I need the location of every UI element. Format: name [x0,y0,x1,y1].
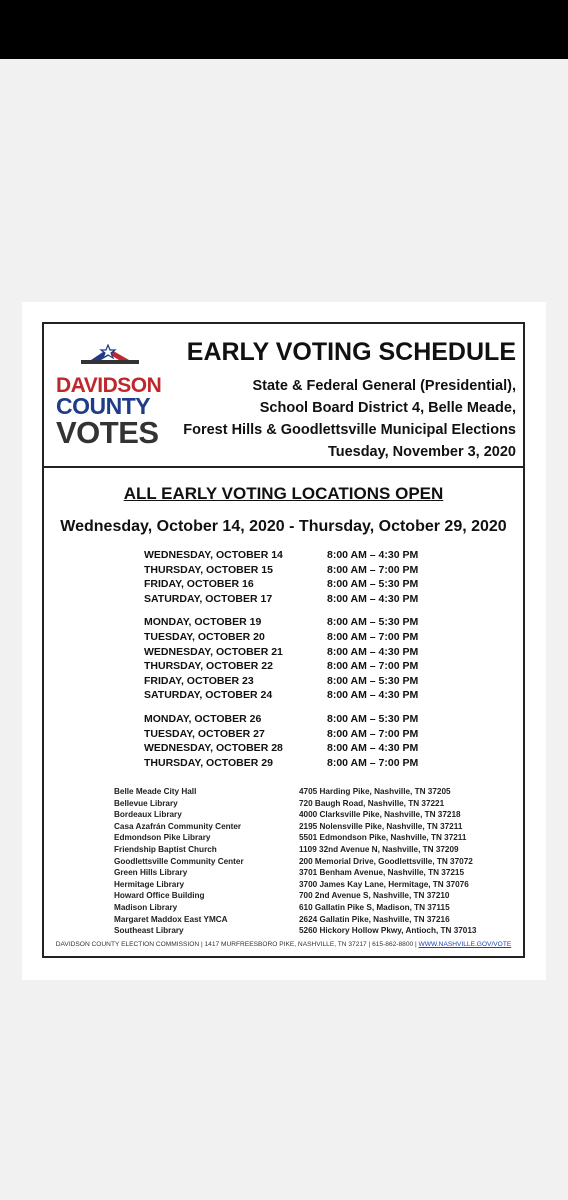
location-address: 2195 Nolensville Pike, Nashville, TN 37211 [299,821,463,831]
location-name: Madison Library [114,902,178,912]
location-name: Hermitage Library [114,879,185,889]
schedule-hours: 8:00 AM – 5:30 PM [327,674,419,687]
schedule-list [144,549,464,771]
location-row [114,787,514,799]
location-row [114,799,514,811]
location-row [114,868,514,880]
location-name: Southeast Library [114,926,184,936]
location-row [114,891,514,903]
location-name: Green Hills Library [114,868,188,878]
election-subtitle-line-1: State & Federal General (Presidential), [252,378,516,394]
location-address: 2624 Gallatin Pike, Nashville, TN 37216 [299,914,450,924]
logo-text-davidson: DAVIDSON [56,374,162,397]
schedule-hours: 8:00 AM – 5:30 PM [327,616,419,629]
location-name: Margaret Maddox East YMCA [114,914,228,924]
election-subtitle-line-3: Forest Hills & Goodlettsville Municipal Elections [183,422,516,438]
election-date: Tuesday, November 3, 2020 [327,444,516,460]
location-row [114,833,514,845]
schedule-row [144,631,464,646]
schedule-hours: 8:00 AM – 5:30 PM [327,712,419,725]
location-row [114,810,514,822]
schedule-day: THURSDAY, OCTOBER 29 [144,756,273,769]
location-address: 700 2nd Avenue S, Nashville, TN 37210 [299,891,450,901]
location-name: Goodlettsville Community Center [114,856,244,866]
schedule-row [144,578,464,593]
location-row [114,903,514,915]
location-row [114,822,514,834]
schedule-row [144,757,464,772]
schedule-hours: 8:00 AM – 4:30 PM [327,689,419,702]
schedule-row [144,549,464,564]
schedule-day: WEDNESDAY, OCTOBER 21 [144,645,283,658]
election-subtitle-line-2: School Board District 4, Belle Meade, [259,400,516,416]
location-address: 200 Memorial Drive, Goodlettsville, TN 37072 [299,856,473,866]
flyer-border [42,322,525,958]
location-name: Friendship Baptist Church [114,844,217,854]
location-name: Bellevue Library [114,798,178,808]
logo-text-county: COUNTY [56,393,151,419]
location-address: 5501 Edmondson Pike, Nashville, TN 37211 [299,833,467,843]
status-bar [0,0,568,59]
schedule-day: SATURDAY, OCTOBER 17 [144,592,273,605]
schedule-hours: 8:00 AM – 4:30 PM [327,742,419,755]
schedule-row [144,742,464,757]
schedule-day: MONDAY, OCTOBER 26 [144,712,262,725]
early-voting-date-range: Wednesday, October 14, 2020 - Thursday, October 29, 2020 [60,518,507,535]
schedule-day: FRIDAY, OCTOBER 16 [144,578,254,591]
location-address: 3701 Benham Avenue, Nashville, TN 37215 [299,868,465,878]
location-address: 1109 32nd Avenue N, Nashville, TN 37209 [299,844,459,854]
schedule-hours: 8:00 AM – 7:00 PM [327,756,419,769]
location-list [114,787,514,938]
schedule-row [144,564,464,579]
schedule-day: TUESDAY, OCTOBER 27 [144,727,265,740]
location-name: Edmondson Pike Library [114,833,211,843]
schedule-hours: 8:00 AM – 7:00 PM [327,630,419,643]
schedule-day: TUESDAY, OCTOBER 20 [144,630,265,643]
location-address: 5260 Hickory Hollow Pkwy, Antioch, TN 37013 [299,926,477,936]
davidson-county-votes-logo [54,344,166,456]
schedule-hours: 8:00 AM – 4:30 PM [327,645,419,658]
location-name: Belle Meade City Hall [114,787,197,796]
ballot-box-star-icon [79,344,141,376]
location-name: Howard Office Building [114,891,205,901]
schedule-row [144,728,464,743]
schedule-hours: 8:00 AM – 4:30 PM [327,549,419,561]
schedule-hours: 8:00 AM – 7:00 PM [327,660,419,673]
location-row [114,926,514,938]
location-name: Casa Azafrán Community Center [114,821,242,831]
location-row [114,845,514,857]
schedule-day: FRIDAY, OCTOBER 23 [144,674,254,687]
location-address: 3700 James Kay Lane, Hermitage, TN 37076 [299,879,469,889]
schedule-row [144,646,464,661]
locations-open-heading: ALL EARLY VOTING LOCATIONS OPEN [123,484,444,503]
location-address: 4000 Clarksville Pike, Nashville, TN 37218 [299,810,461,820]
location-row [114,857,514,869]
document-page [22,302,546,980]
schedule-hours: 8:00 AM – 7:00 PM [327,563,419,576]
location-name: Bordeaux Library [114,810,182,820]
logo-text-votes: VOTES [56,415,159,450]
schedule-hours: 8:00 AM – 4:30 PM [327,592,419,605]
schedule-row [144,593,464,608]
vote-website-link[interactable]: WWW.NASHVILLE.GOV/VOTE [418,941,512,948]
schedule-day: WEDNESDAY, OCTOBER 28 [144,742,283,755]
schedule-title: EARLY VOTING SCHEDULE [186,338,516,366]
location-row [114,915,514,927]
schedule-hours: 8:00 AM – 5:30 PM [327,578,419,591]
location-address: 4705 Harding Pike, Nashville, TN 37205 [299,787,451,796]
schedule-row [144,675,464,690]
location-row [114,880,514,892]
schedule-hours: 8:00 AM – 7:00 PM [327,727,419,740]
schedule-day: THURSDAY, OCTOBER 22 [144,660,273,673]
schedule-row [144,689,464,704]
flyer-header [44,324,523,468]
footer-contact [44,941,523,948]
schedule-row [144,660,464,675]
footer-text: DAVIDSON COUNTY ELECTION COMMISSION | 1417 MURFREESBORO PIKE, NASHVILLE, TN 37217 | 615-862-8800 | [55,941,419,948]
schedule-day: THURSDAY, OCTOBER 15 [144,563,273,576]
schedule-day: MONDAY, OCTOBER 19 [144,616,262,629]
schedule-day: WEDNESDAY, OCTOBER 14 [144,549,283,561]
schedule-row [144,616,464,631]
location-address: 610 Gallatin Pike S, Madison, TN 37115 [299,902,450,912]
schedule-row [144,713,464,728]
location-address: 720 Baugh Road, Nashville, TN 37221 [299,798,445,808]
schedule-day: SATURDAY, OCTOBER 24 [144,689,273,702]
